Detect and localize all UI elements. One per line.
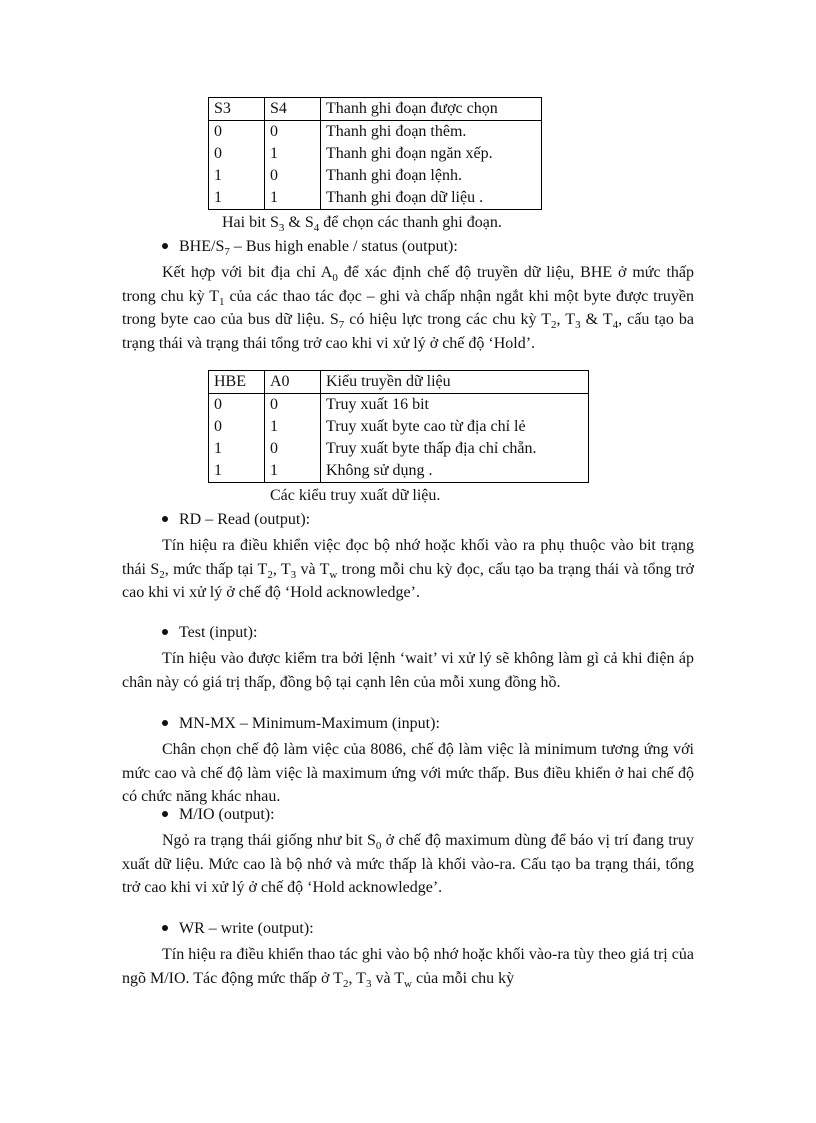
table-cell: Truy xuất byte cao từ địa chỉ lẻ — [321, 416, 589, 438]
table-header-row — [209, 371, 589, 394]
table-cell: 1 — [209, 460, 265, 483]
table-cell: 0 — [265, 165, 321, 187]
table-cell: Truy xuất byte thấp địa chỉ chẵn. — [321, 438, 589, 460]
paragraph-rd: Tín hiệu ra điều khiển việc đọc bộ nhớ hoặc khối vào ra phụ thuộc vào bit trạng thái $S_2$, mức thấp tại $T_2$, $T_3$ và $T_w$ trong mỗi chu kỳ đọc, cấu tạo ba trạng thái và tổng trở cao khi vi xử lý ở chế độ ‘Hold acknowledge’. — [122, 537, 695, 601]
bullet-dot-icon — [162, 720, 168, 726]
table-header-cell: S4 — [265, 98, 321, 121]
table-cell: Thanh ghi đoạn lệnh. — [321, 165, 542, 187]
table-header-cell: HBE — [209, 371, 265, 394]
table-row — [209, 143, 542, 165]
table-header-cell: S3 — [209, 98, 265, 121]
bullet-dot-icon — [162, 811, 168, 817]
bullet-dot-icon — [162, 516, 168, 522]
table-row — [209, 438, 589, 460]
table-caption: Các kiểu truy xuất dữ liệu. — [270, 487, 441, 504]
table-cell: 0 — [265, 438, 321, 460]
segment-register-table — [208, 97, 542, 210]
table-cell: Thanh ghi đoạn ngăn xếp. — [321, 143, 542, 165]
table-header-cell: Thanh ghi đoạn được chọn — [321, 98, 542, 121]
table-cell: 0 — [265, 394, 321, 417]
table-cell: 1 — [265, 143, 321, 165]
paragraph-bhe: Kết hợp với bit địa chỉ $A_0$ để xác định chế độ truyền dữ liệu, BHE ở mức thấp trong chu kỳ $T_1$ của các thao tác đọc – ghi và chấp nhận ngắt khi một byte được truyền trong byte cao của bus dữ liệu. $S_7$ có hiệu lực trong các chu kỳ $T_2$, $T_3$ & $T_4$, cấu tạo ba trạng thái và trạng thái tổng trở cao khi vi xử lý ở chế độ ‘Hold’. — [122, 264, 695, 352]
data-transfer-table — [208, 370, 589, 483]
table-cell: Thanh ghi đoạn thêm. — [321, 121, 542, 144]
table-header-row — [209, 98, 542, 121]
paragraph-mnmx: Chân chọn chế độ làm việc của 8086, chế độ làm việc là minimum tương ứng với mức cao và chế độ làm việc là maximum ứng với mức thấp. Bus điều khiển ở hai chế độ có chức năng khác nhau. — [122, 741, 694, 805]
bullet-dot-icon — [162, 243, 168, 249]
table-row — [209, 187, 542, 210]
table-cell: 0 — [209, 121, 265, 144]
table-cell: 0 — [265, 121, 321, 144]
bullet-bhe: BHE/$S_7$ – Bus high enable / status (output): — [162, 238, 458, 256]
table-cell: 0 — [209, 416, 265, 438]
bullet-dot-icon — [162, 925, 168, 931]
table-header-cell: A0 — [265, 371, 321, 394]
bullet-rd: RD – Read (output): — [162, 511, 310, 529]
paragraph-wr: Tín hiệu ra điều khiển thao tác ghi vào bộ nhớ hoặc khối vào-ra tùy theo giá trị của ngõ M/IO. Tác động mức thấp ở $T_2$, $T_3$ và $T_w$ của mỗi chu kỳ — [122, 946, 694, 990]
paragraph-mio: Ngỏ ra trạng thái giống như bit $S_0$ ở chế độ maximum dùng để báo vị trí đang truy xuất dữ liệu. Mức cao là bộ nhớ và mức thấp là khối vào-ra. Cấu tạo ba trạng thái, tổng trở cao khi vi xử lý ở chế độ ‘Hold acknowledge’. — [122, 832, 694, 896]
table-cell: 1 — [209, 187, 265, 210]
paragraph-test: Tín hiệu vào được kiểm tra bởi lệnh ‘wait’ vi xử lý sẽ không làm gì cả khi điện áp chân này có giá trị thấp, đồng bộ tại cạnh lên của mỗi xung đồng hồ. — [122, 650, 694, 691]
table-cell: 1 — [265, 187, 321, 210]
table-cell: Truy xuất 16 bit — [321, 394, 589, 417]
table-cell: 1 — [265, 416, 321, 438]
table-row — [209, 416, 589, 438]
table-row — [209, 394, 589, 417]
table-cell: Thanh ghi đoạn dữ liệu . — [321, 187, 542, 210]
bullet-wr: WR – write (output): — [162, 920, 314, 938]
table-cell: Không sử dụng . — [321, 460, 589, 483]
bullet-test: Test (input): — [162, 624, 257, 642]
table-header-cell: Kiểu truyền dữ liệu — [321, 371, 589, 394]
table-cell: 1 — [209, 165, 265, 187]
bullet-mnmx: MN-MX – Minimum-Maximum (input): — [162, 715, 440, 733]
bullet-mio: M/IO (output): — [162, 806, 275, 824]
table-caption: Hai bit $S_3$ & $S_4$ để chọn các thanh ghi đoạn. — [222, 214, 502, 235]
bullet-dot-icon — [162, 629, 168, 635]
table-cell: 0 — [209, 143, 265, 165]
table-cell: 1 — [265, 460, 321, 483]
table-row — [209, 121, 542, 144]
table-cell: 1 — [209, 438, 265, 460]
table-cell: 0 — [209, 394, 265, 417]
table-row — [209, 165, 542, 187]
table-row — [209, 460, 589, 483]
